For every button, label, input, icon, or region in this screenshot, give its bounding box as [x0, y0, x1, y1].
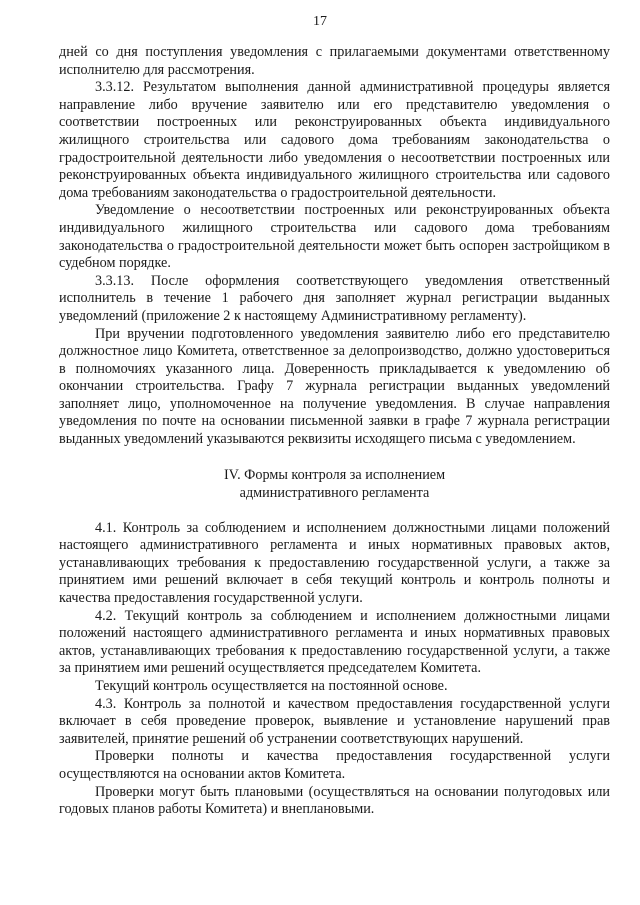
page-number: 17 [313, 14, 327, 29]
paragraph: 3.3.13. После оформления соответствующего уведомления ответственный исполнитель в течение 1 рабочего дня заполняет журнал регистрации выданных уведомлений (приложение 2 к настоящему Административному регламенту). [59, 272, 610, 324]
paragraph: 4.2. Текущий контроль за соблюдением и исполнением должностными лицами положений настоящего административного регламента и иных нормативных правовых актов, устанавливающих требования к предоставлению государственной услуги, а также за принятием ими решений осуществляется председателем Комитета. [59, 607, 610, 677]
paragraph: Уведомление о несоответствии построенных или реконструированных объекта индивидуального жилищного строительства или садового дома требованиям законодательства о градостроительной деятельности может быть оспорен застройщиком в судебном порядке. [59, 202, 610, 272]
paragraph: Проверки полноты и качества предоставления государственной услуги осуществляются на основании актов Комитета. [59, 748, 610, 782]
paragraph: 4.1. Контроль за соблюдением и исполнением должностными лицами положений настоящего административного регламента и иных нормативных правовых актов, устанавливающих требования к предоставлению государственной услуги, а также за принятием ими решений включает в себя текущий контроль и контроль полноты и качества предоставления государственной услуги. [59, 519, 610, 607]
paragraph: дней со дня поступления уведомления с прилагаемыми документами ответственному исполнителю для рассмотрения. [59, 44, 610, 78]
paragraph: Текущий контроль осуществляется на постоянной основе. [95, 678, 448, 694]
paragraph: 3.3.12. Результатом выполнения данной административной процедуры является направление либо вручение заявителю или его представителю уведомления о соответствии построенных или реконструированных объекта индивидуального жилищного строительства или садового дома требованиям законодательства о градостроительной деятельности либо уведомления о несоответствии построенных или реконструированных объекта индивидуального жилищного строительства или садового дома требованиям законодательства о градостроительной деятельности. [59, 79, 610, 201]
paragraph: Проверки могут быть плановыми (осуществляться на основании полугодовых или годовых планов работы Комитета) и внеплановыми. [59, 783, 610, 818]
section-heading-line-2: административного регламента [239, 484, 430, 501]
section-4-paragraphs [59, 520, 610, 819]
section-heading-line-1: IV. Формы контроля за исполнением [223, 466, 446, 483]
document-body [59, 44, 610, 819]
section-3-paragraphs [59, 44, 610, 449]
paragraph: 4.3. Контроль за полнотой и качеством предоставления государственной услуги включает в себя проведение проверок, выявление и установление нарушений прав заявителей, принятие решений об устранении соответствующих нарушений. [59, 695, 610, 747]
section-heading [59, 466, 610, 502]
paragraph: При вручении подготовленного уведомления заявителю либо его представителю должностное лицо Комитета, ответственное за делопроизводство, должно удостовериться в полномочиях указанного лица. Доверенность прикладывается к уведомлению об окончании строительства. Графу 7 журнала регистрации выданных уведомлений заполняет лицо, уполномоченное на получение уведомления. В случае направления уведомления по почте на основании письменной заявки в графе 7 журнала регистрации выданных уведомлений указываются реквизиты исходящего письма с уведомлением. [59, 325, 610, 448]
